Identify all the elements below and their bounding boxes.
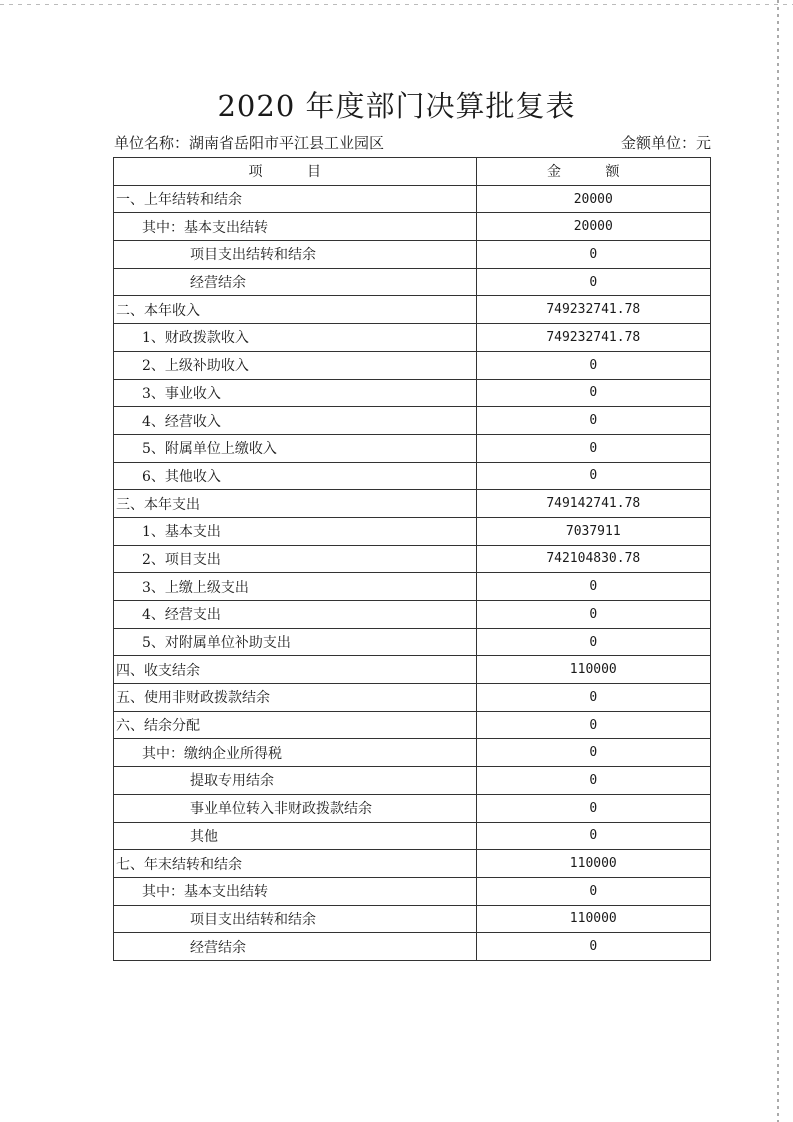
row-label: 4、经营支出 xyxy=(114,601,477,629)
row-amount: 0 xyxy=(476,739,710,767)
table-row xyxy=(114,739,711,767)
row-label: 3、事业收入 xyxy=(114,379,477,407)
row-label: 2、上级补助收入 xyxy=(114,351,477,379)
row-label: 一、上年结转和结余 xyxy=(114,185,477,213)
table-row xyxy=(114,185,711,213)
row-label: 3、上缴上级支出 xyxy=(114,573,477,601)
table-row xyxy=(114,822,711,850)
row-amount: 20000 xyxy=(476,185,710,213)
row-label: 其中：缴纳企业所得税 xyxy=(114,739,477,767)
row-label: 5、附属单位上缴收入 xyxy=(114,434,477,462)
row-label: 事业单位转入非财政拨款结余 xyxy=(114,794,477,822)
table-row xyxy=(114,711,711,739)
page-title: 2020 年度部门决算批复表 xyxy=(217,89,576,123)
table-row xyxy=(114,213,711,241)
table-row xyxy=(114,517,711,545)
report-table xyxy=(113,157,711,961)
row-amount: 0 xyxy=(476,407,710,435)
table-row xyxy=(114,241,711,269)
row-amount: 0 xyxy=(476,241,710,269)
row-amount: 749232741.78 xyxy=(476,324,710,352)
row-label: 其他 xyxy=(114,822,477,850)
row-label: 提取专用结余 xyxy=(114,767,477,795)
row-amount: 110000 xyxy=(476,850,710,878)
table-row xyxy=(114,545,711,573)
row-amount: 0 xyxy=(476,794,710,822)
row-label: 三、本年支出 xyxy=(114,490,477,518)
row-amount: 742104830.78 xyxy=(476,545,710,573)
table-row xyxy=(114,767,711,795)
row-amount: 0 xyxy=(476,268,710,296)
header-amount: 金 额 xyxy=(476,158,710,186)
row-label: 其中：基本支出结转 xyxy=(114,213,477,241)
row-label: 六、结余分配 xyxy=(114,711,477,739)
row-amount: 749142741.78 xyxy=(476,490,710,518)
row-label: 1、基本支出 xyxy=(114,517,477,545)
row-label: 五、使用非财政拨款结余 xyxy=(114,684,477,712)
row-amount: 0 xyxy=(476,684,710,712)
table-row xyxy=(114,351,711,379)
table-row xyxy=(114,628,711,656)
table-row xyxy=(114,490,711,518)
row-label: 经营结余 xyxy=(114,268,477,296)
row-label: 4、经营收入 xyxy=(114,407,477,435)
unit-name: 单位名称：湖南省岳阳市平江县工业园区 xyxy=(114,134,385,152)
table-row xyxy=(114,296,711,324)
table-row xyxy=(114,850,711,878)
table-row xyxy=(114,462,711,490)
row-amount: 0 xyxy=(476,822,710,850)
table-header-row xyxy=(114,158,711,186)
scan-edge-right xyxy=(777,0,779,1122)
table-row xyxy=(114,933,711,961)
row-amount: 0 xyxy=(476,351,710,379)
row-label: 二、本年收入 xyxy=(114,296,477,324)
row-amount: 0 xyxy=(476,711,710,739)
row-label: 2、项目支出 xyxy=(114,545,477,573)
row-label: 项目支出结转和结余 xyxy=(114,241,477,269)
row-amount: 0 xyxy=(476,933,710,961)
header-item: 项 目 xyxy=(114,158,477,186)
row-label: 经营结余 xyxy=(114,933,477,961)
table-row xyxy=(114,905,711,933)
table-row xyxy=(114,434,711,462)
table-row xyxy=(114,573,711,601)
row-amount: 0 xyxy=(476,379,710,407)
row-amount: 0 xyxy=(476,601,710,629)
row-amount: 20000 xyxy=(476,213,710,241)
table-row xyxy=(114,407,711,435)
table-row xyxy=(114,324,711,352)
row-amount: 0 xyxy=(476,767,710,795)
row-amount: 110000 xyxy=(476,905,710,933)
row-amount: 0 xyxy=(476,877,710,905)
row-amount: 0 xyxy=(476,628,710,656)
row-label: 6、其他收入 xyxy=(114,462,477,490)
table-row xyxy=(114,794,711,822)
row-label: 5、对附属单位补助支出 xyxy=(114,628,477,656)
amount-unit: 金额单位：元 xyxy=(620,134,711,152)
scan-edge-top xyxy=(0,4,793,5)
row-amount: 0 xyxy=(476,573,710,601)
table-body xyxy=(114,185,711,960)
row-label: 四、收支结余 xyxy=(114,656,477,684)
table-row xyxy=(114,268,711,296)
row-amount: 0 xyxy=(476,434,710,462)
table-row xyxy=(114,684,711,712)
row-amount: 110000 xyxy=(476,656,710,684)
row-amount: 7037911 xyxy=(476,517,710,545)
table-row xyxy=(114,877,711,905)
row-label: 项目支出结转和结余 xyxy=(114,905,477,933)
row-amount: 749232741.78 xyxy=(476,296,710,324)
table-row xyxy=(114,379,711,407)
row-label: 其中：基本支出结转 xyxy=(114,877,477,905)
row-label: 七、年末结转和结余 xyxy=(114,850,477,878)
row-amount: 0 xyxy=(476,462,710,490)
row-label: 1、财政拨款收入 xyxy=(114,324,477,352)
table-row xyxy=(114,601,711,629)
table-row xyxy=(114,656,711,684)
